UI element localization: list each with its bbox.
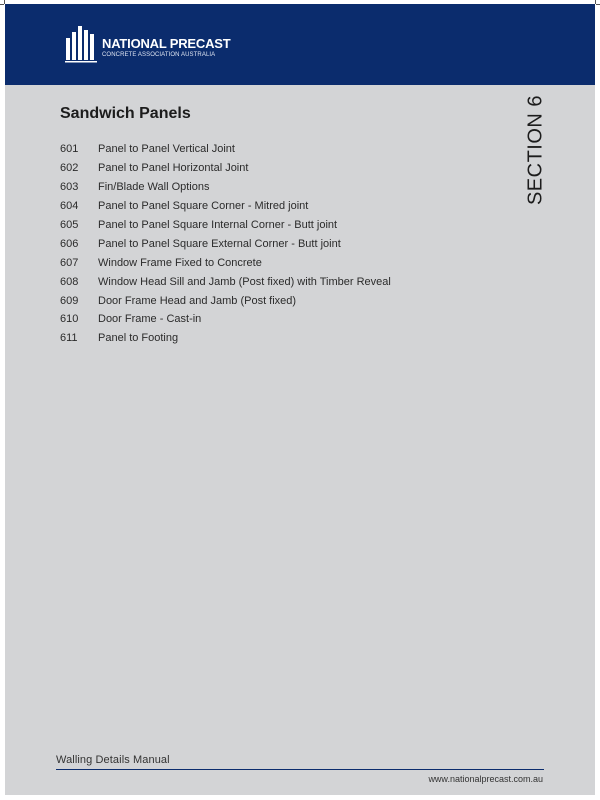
toc-item-number: 604 xyxy=(60,200,79,213)
footer-website: www.nationalprecast.com.au xyxy=(428,774,543,784)
toc-item-label: Door Frame - Cast-in xyxy=(98,313,202,326)
toc-item-number: 609 xyxy=(60,294,79,307)
brand-text xyxy=(102,37,231,59)
toc-item-label: Panel to Panel Square External Corner - Butt joint xyxy=(98,237,341,250)
toc-item xyxy=(60,178,540,197)
toc-item-label: Panel to Panel Vertical Joint xyxy=(98,143,235,156)
toc-item-number: 602 xyxy=(60,162,79,175)
toc-item xyxy=(60,234,540,253)
toc-item xyxy=(60,253,540,272)
toc-item-label: Panel to Footing xyxy=(98,332,179,345)
precast-panels-icon xyxy=(65,24,99,64)
footer-divider xyxy=(56,769,544,770)
toc-item xyxy=(60,291,540,310)
toc-item-label: Panel to Panel Horizontal Joint xyxy=(98,162,249,175)
toc-item-number: 601 xyxy=(60,143,79,156)
toc-item-number: 608 xyxy=(60,275,79,288)
toc-item-number: 611 xyxy=(60,332,78,345)
brand-subtitle: CONCRETE ASSOCIATION AUSTRALIA xyxy=(102,52,216,58)
toc-item-label: Window Head Sill and Jamb (Post fixed) with Timber Reveal xyxy=(98,275,391,288)
document-page xyxy=(5,4,595,795)
toc-item-label: Panel to Panel Square Internal Corner - Butt joint xyxy=(98,219,338,231)
toc-item-label: Window Frame Fixed to Concrete xyxy=(98,256,262,269)
toc-item-number: 607 xyxy=(60,256,79,269)
toc-item xyxy=(60,197,540,216)
toc-item-label: Fin/Blade Wall Options xyxy=(98,181,210,194)
toc-item xyxy=(60,140,540,159)
toc-item xyxy=(60,310,540,329)
toc-item xyxy=(60,159,540,178)
toc-item-number: 603 xyxy=(60,181,79,194)
toc-item-label: Door Frame Head and Jamb (Post fixed) xyxy=(98,294,297,307)
table-of-contents xyxy=(60,140,540,348)
toc-item-label: Panel to Panel Square Corner - Mitred joint xyxy=(98,200,309,213)
crop-mark xyxy=(0,4,4,5)
toc-item xyxy=(60,272,540,291)
header-banner xyxy=(5,4,595,85)
page-title: Sandwich Panels xyxy=(60,105,191,122)
toc-item-number: 605 xyxy=(60,219,79,231)
brand-name: NATIONAL PRECAST xyxy=(102,36,231,51)
toc-item-number: 610 xyxy=(60,313,79,326)
toc-item xyxy=(60,329,540,348)
toc-item-number: 606 xyxy=(60,237,79,250)
crop-mark xyxy=(595,0,596,4)
section-label-text: SECTION 6 xyxy=(524,94,547,206)
crop-mark xyxy=(596,4,600,5)
toc-item xyxy=(60,216,540,235)
footer-manual-title: Walling Details Manual xyxy=(56,754,170,766)
